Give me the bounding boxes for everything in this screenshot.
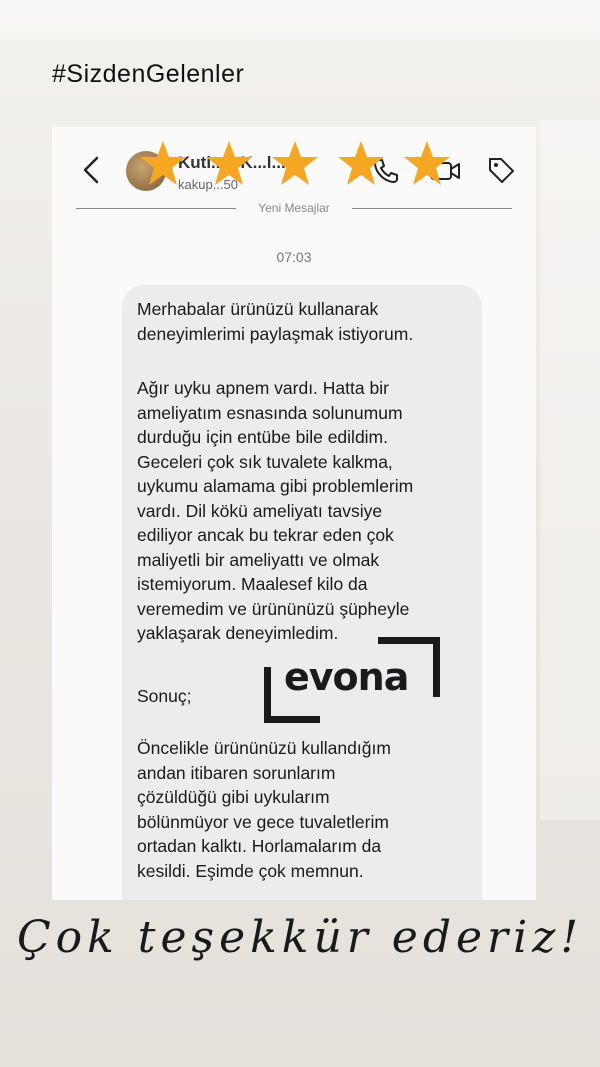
background-wall xyxy=(540,120,600,820)
star-icon xyxy=(336,139,386,189)
message-paragraph: Merhabalar ürünüzü kullanarak deneyimlerimi paylaşmak istiyorum. xyxy=(137,299,414,344)
star-icon xyxy=(204,139,254,189)
background-beam xyxy=(0,0,600,40)
message-paragraph: Sonuç; xyxy=(137,686,192,706)
star-icon xyxy=(138,139,188,189)
contact-name: Kutl...n K...l... xyxy=(178,153,286,172)
star-icon xyxy=(270,139,320,189)
new-messages-label: Yeni Mesajlar xyxy=(258,201,330,215)
chat-screenshot xyxy=(52,127,536,900)
star-icon xyxy=(402,139,452,189)
logo-text: evona xyxy=(284,655,409,699)
chevron-left-icon[interactable] xyxy=(80,155,102,185)
message-paragraph: Öncelikle ürününüzü kullandığım andan itibaren sorunlarım çözüldüğü gibi uykularım bölünmüyor ve gece tuvaletlerim ortadan kalktı. Horlamalarım da kesildi. Eşimde çok memnun. xyxy=(137,738,391,881)
contact-username: kakup...50 xyxy=(178,177,238,192)
message-timestamp: 07:03 xyxy=(276,249,312,265)
thank-you-script: Çok teşekkür ederiz! xyxy=(16,912,584,963)
divider-line-right xyxy=(352,208,512,209)
tag-icon[interactable] xyxy=(486,155,516,185)
hashtag-title: #SizdenGelenler xyxy=(52,60,245,88)
message-paragraph: Ağır uyku apnem vardı. Hatta bir ameliyatım esnasında solunumum durduğu için entübe bile edildim. Geceleri çok sık tuvalete kalkma, uykumu alamama gibi problemlerim vardı. Dil kökü ameliyatı tavsiye ediliyor ancak bu tekrar eden çok maliyetli bir ameliyattı ve olmak istemiyorum. Maalesef kilo da veremedim ve ürününüzü şüpheyle yaklaşarak deneyimledim. xyxy=(137,378,414,643)
rating-stars xyxy=(138,139,452,189)
evona-logo xyxy=(264,637,440,723)
